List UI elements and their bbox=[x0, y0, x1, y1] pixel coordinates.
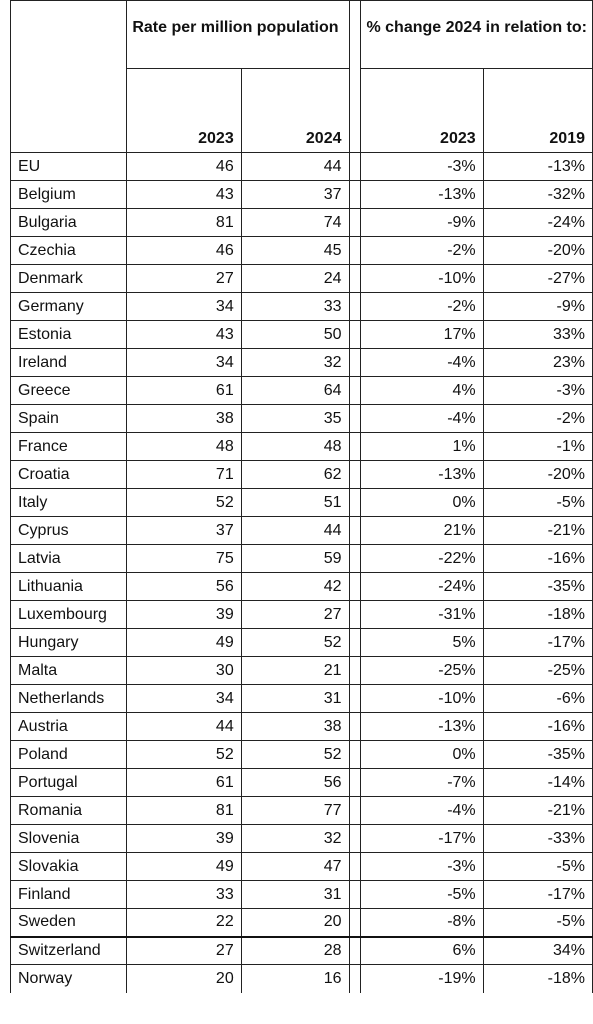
table-row bbox=[11, 153, 593, 181]
row-rate-2023: 52 bbox=[127, 741, 241, 769]
row-change-2023: -9% bbox=[361, 209, 483, 237]
row-rate-2023: 43 bbox=[127, 181, 241, 209]
row-rate-2024: 62 bbox=[241, 461, 349, 489]
row-change-2019: -20% bbox=[483, 237, 592, 265]
row-gap bbox=[349, 881, 361, 909]
table-body bbox=[11, 153, 593, 993]
table-row bbox=[11, 209, 593, 237]
table-row bbox=[11, 181, 593, 209]
row-rate-2023: 71 bbox=[127, 461, 241, 489]
row-gap bbox=[349, 293, 361, 321]
table-row bbox=[11, 685, 593, 713]
table-row bbox=[11, 405, 593, 433]
table-row bbox=[11, 237, 593, 265]
row-change-2023: -13% bbox=[361, 713, 483, 741]
row-rate-2024: 38 bbox=[241, 713, 349, 741]
header-rate-2024: 2024 bbox=[241, 69, 349, 153]
row-rate-2023: 49 bbox=[127, 853, 241, 881]
row-country: Finland bbox=[11, 881, 127, 909]
row-change-2023: -3% bbox=[361, 853, 483, 881]
row-country: Austria bbox=[11, 713, 127, 741]
row-gap bbox=[349, 377, 361, 405]
row-country: Latvia bbox=[11, 545, 127, 573]
row-country: Czechia bbox=[11, 237, 127, 265]
row-country: Portugal bbox=[11, 769, 127, 797]
row-rate-2024: 64 bbox=[241, 377, 349, 405]
row-rate-2024: 31 bbox=[241, 881, 349, 909]
row-gap bbox=[349, 181, 361, 209]
row-gap bbox=[349, 209, 361, 237]
table-row bbox=[11, 489, 593, 517]
row-change-2019: -3% bbox=[483, 377, 592, 405]
rates-table bbox=[10, 0, 593, 993]
table-row bbox=[11, 629, 593, 657]
row-country: Cyprus bbox=[11, 517, 127, 545]
row-change-2023: 17% bbox=[361, 321, 483, 349]
row-gap bbox=[349, 433, 361, 461]
row-rate-2024: 32 bbox=[241, 825, 349, 853]
row-rate-2023: 27 bbox=[127, 937, 241, 965]
row-rate-2023: 81 bbox=[127, 797, 241, 825]
row-rate-2023: 39 bbox=[127, 601, 241, 629]
row-gap bbox=[349, 349, 361, 377]
row-change-2023: -13% bbox=[361, 461, 483, 489]
row-rate-2024: 52 bbox=[241, 741, 349, 769]
row-change-2023: -22% bbox=[361, 545, 483, 573]
row-rate-2023: 30 bbox=[127, 657, 241, 685]
row-country: Germany bbox=[11, 293, 127, 321]
row-country: Slovakia bbox=[11, 853, 127, 881]
row-change-2023: -31% bbox=[361, 601, 483, 629]
row-country: Estonia bbox=[11, 321, 127, 349]
row-change-2023: 5% bbox=[361, 629, 483, 657]
table-row bbox=[11, 657, 593, 685]
row-country: Sweden bbox=[11, 909, 127, 937]
row-change-2023: 6% bbox=[361, 937, 483, 965]
table-row bbox=[11, 461, 593, 489]
row-country: Belgium bbox=[11, 181, 127, 209]
row-rate-2024: 45 bbox=[241, 237, 349, 265]
row-rate-2023: 34 bbox=[127, 685, 241, 713]
row-country: Croatia bbox=[11, 461, 127, 489]
header-rate-2023: 2023 bbox=[127, 69, 241, 153]
row-country: EU bbox=[11, 153, 127, 181]
row-rate-2023: 44 bbox=[127, 713, 241, 741]
row-change-2019: -5% bbox=[483, 489, 592, 517]
row-rate-2023: 52 bbox=[127, 489, 241, 517]
header-country-blank-lower bbox=[11, 69, 127, 153]
row-change-2023: 0% bbox=[361, 741, 483, 769]
row-change-2019: -5% bbox=[483, 853, 592, 881]
row-gap bbox=[349, 573, 361, 601]
row-country: Bulgaria bbox=[11, 209, 127, 237]
row-country: Luxembourg bbox=[11, 601, 127, 629]
table-row bbox=[11, 909, 593, 937]
row-rate-2024: 20 bbox=[241, 909, 349, 937]
row-gap bbox=[349, 657, 361, 685]
row-change-2023: -25% bbox=[361, 657, 483, 685]
row-rate-2023: 61 bbox=[127, 377, 241, 405]
header-change-2023: 2023 bbox=[361, 69, 483, 153]
row-change-2019: -32% bbox=[483, 181, 592, 209]
row-change-2023: -13% bbox=[361, 181, 483, 209]
row-gap bbox=[349, 517, 361, 545]
row-gap bbox=[349, 741, 361, 769]
row-gap bbox=[349, 629, 361, 657]
table-row bbox=[11, 965, 593, 993]
row-rate-2024: 47 bbox=[241, 853, 349, 881]
table-row bbox=[11, 825, 593, 853]
row-change-2019: -6% bbox=[483, 685, 592, 713]
row-rate-2023: 81 bbox=[127, 209, 241, 237]
row-gap bbox=[349, 713, 361, 741]
row-change-2019: -18% bbox=[483, 965, 592, 993]
row-rate-2024: 21 bbox=[241, 657, 349, 685]
row-change-2019: -25% bbox=[483, 657, 592, 685]
table-row bbox=[11, 321, 593, 349]
table-row bbox=[11, 769, 593, 797]
table-row bbox=[11, 545, 593, 573]
row-gap bbox=[349, 489, 361, 517]
table-row bbox=[11, 601, 593, 629]
row-rate-2024: 35 bbox=[241, 405, 349, 433]
row-gap bbox=[349, 909, 361, 937]
row-rate-2024: 28 bbox=[241, 937, 349, 965]
header-rate-group: Rate per million population bbox=[127, 1, 349, 69]
row-country: Netherlands bbox=[11, 685, 127, 713]
row-change-2019: 23% bbox=[483, 349, 592, 377]
header-change-2019: 2019 bbox=[483, 69, 592, 153]
row-rate-2024: 16 bbox=[241, 965, 349, 993]
row-change-2019: -21% bbox=[483, 797, 592, 825]
row-rate-2023: 56 bbox=[127, 573, 241, 601]
row-rate-2024: 74 bbox=[241, 209, 349, 237]
row-change-2019: -33% bbox=[483, 825, 592, 853]
row-gap bbox=[349, 825, 361, 853]
row-change-2023: -3% bbox=[361, 153, 483, 181]
row-country: Italy bbox=[11, 489, 127, 517]
row-change-2023: -10% bbox=[361, 265, 483, 293]
row-rate-2024: 42 bbox=[241, 573, 349, 601]
table-row bbox=[11, 265, 593, 293]
row-change-2023: -4% bbox=[361, 405, 483, 433]
row-country: Spain bbox=[11, 405, 127, 433]
row-rate-2024: 44 bbox=[241, 517, 349, 545]
row-gap bbox=[349, 237, 361, 265]
row-rate-2023: 37 bbox=[127, 517, 241, 545]
row-rate-2024: 33 bbox=[241, 293, 349, 321]
row-change-2023: -4% bbox=[361, 797, 483, 825]
row-rate-2024: 59 bbox=[241, 545, 349, 573]
row-change-2023: -2% bbox=[361, 237, 483, 265]
row-change-2019: 33% bbox=[483, 321, 592, 349]
row-rate-2023: 20 bbox=[127, 965, 241, 993]
row-change-2023: -2% bbox=[361, 293, 483, 321]
row-change-2019: -17% bbox=[483, 881, 592, 909]
row-change-2023: 0% bbox=[361, 489, 483, 517]
row-change-2019: -27% bbox=[483, 265, 592, 293]
table-row bbox=[11, 797, 593, 825]
row-gap bbox=[349, 853, 361, 881]
row-rate-2023: 38 bbox=[127, 405, 241, 433]
row-country: Lithuania bbox=[11, 573, 127, 601]
row-change-2019: -18% bbox=[483, 601, 592, 629]
row-rate-2023: 43 bbox=[127, 321, 241, 349]
header-gap-blank bbox=[349, 1, 361, 69]
row-change-2019: -13% bbox=[483, 153, 592, 181]
row-rate-2024: 51 bbox=[241, 489, 349, 517]
row-change-2019: -16% bbox=[483, 713, 592, 741]
row-change-2023: -19% bbox=[361, 965, 483, 993]
row-rate-2024: 27 bbox=[241, 601, 349, 629]
row-rate-2023: 46 bbox=[127, 153, 241, 181]
row-rate-2024: 37 bbox=[241, 181, 349, 209]
table-row bbox=[11, 713, 593, 741]
row-gap bbox=[349, 965, 361, 993]
row-gap bbox=[349, 545, 361, 573]
row-rate-2023: 34 bbox=[127, 349, 241, 377]
row-change-2019: -2% bbox=[483, 405, 592, 433]
row-gap bbox=[349, 601, 361, 629]
row-gap bbox=[349, 461, 361, 489]
row-gap bbox=[349, 797, 361, 825]
table-row bbox=[11, 881, 593, 909]
table-row bbox=[11, 293, 593, 321]
row-gap bbox=[349, 153, 361, 181]
row-change-2023: 1% bbox=[361, 433, 483, 461]
row-change-2019: -35% bbox=[483, 741, 592, 769]
row-country: Norway bbox=[11, 965, 127, 993]
row-country: Malta bbox=[11, 657, 127, 685]
row-change-2023: 4% bbox=[361, 377, 483, 405]
table-row bbox=[11, 377, 593, 405]
row-change-2019: -20% bbox=[483, 461, 592, 489]
row-country: Slovenia bbox=[11, 825, 127, 853]
table-row bbox=[11, 517, 593, 545]
table-row bbox=[11, 349, 593, 377]
row-rate-2024: 24 bbox=[241, 265, 349, 293]
row-change-2023: -10% bbox=[361, 685, 483, 713]
row-change-2023: -17% bbox=[361, 825, 483, 853]
row-rate-2023: 48 bbox=[127, 433, 241, 461]
header-row-groups bbox=[11, 1, 593, 69]
row-rate-2024: 31 bbox=[241, 685, 349, 713]
row-change-2023: -24% bbox=[361, 573, 483, 601]
header-country-blank bbox=[11, 1, 127, 69]
row-country: France bbox=[11, 433, 127, 461]
row-rate-2023: 22 bbox=[127, 909, 241, 937]
row-rate-2024: 52 bbox=[241, 629, 349, 657]
row-change-2023: -8% bbox=[361, 909, 483, 937]
table-row bbox=[11, 433, 593, 461]
row-gap bbox=[349, 405, 361, 433]
row-gap bbox=[349, 769, 361, 797]
header-gap-blank-lower bbox=[349, 69, 361, 153]
row-rate-2023: 49 bbox=[127, 629, 241, 657]
row-change-2023: -7% bbox=[361, 769, 483, 797]
table-row bbox=[11, 853, 593, 881]
row-change-2019: -16% bbox=[483, 545, 592, 573]
row-change-2023: 21% bbox=[361, 517, 483, 545]
row-rate-2023: 33 bbox=[127, 881, 241, 909]
row-country: Ireland bbox=[11, 349, 127, 377]
row-country: Poland bbox=[11, 741, 127, 769]
row-rate-2024: 77 bbox=[241, 797, 349, 825]
row-rate-2024: 56 bbox=[241, 769, 349, 797]
row-rate-2024: 50 bbox=[241, 321, 349, 349]
row-country: Greece bbox=[11, 377, 127, 405]
header-change-group: % change 2024 in relation to: bbox=[361, 1, 593, 69]
row-change-2019: -17% bbox=[483, 629, 592, 657]
row-change-2019: -21% bbox=[483, 517, 592, 545]
row-change-2019: -1% bbox=[483, 433, 592, 461]
row-rate-2024: 32 bbox=[241, 349, 349, 377]
row-change-2019: 34% bbox=[483, 937, 592, 965]
row-rate-2024: 48 bbox=[241, 433, 349, 461]
row-gap bbox=[349, 321, 361, 349]
row-change-2019: -14% bbox=[483, 769, 592, 797]
table-row bbox=[11, 937, 593, 965]
row-rate-2023: 34 bbox=[127, 293, 241, 321]
table-row bbox=[11, 741, 593, 769]
row-country: Romania bbox=[11, 797, 127, 825]
row-change-2023: -5% bbox=[361, 881, 483, 909]
row-rate-2023: 46 bbox=[127, 237, 241, 265]
row-change-2023: -4% bbox=[361, 349, 483, 377]
row-country: Hungary bbox=[11, 629, 127, 657]
row-gap bbox=[349, 937, 361, 965]
row-country: Switzerland bbox=[11, 937, 127, 965]
table-row bbox=[11, 573, 593, 601]
row-rate-2023: 75 bbox=[127, 545, 241, 573]
row-rate-2024: 44 bbox=[241, 153, 349, 181]
row-change-2019: -24% bbox=[483, 209, 592, 237]
row-country: Denmark bbox=[11, 265, 127, 293]
row-change-2019: -5% bbox=[483, 909, 592, 937]
row-rate-2023: 27 bbox=[127, 265, 241, 293]
header-row-years bbox=[11, 69, 593, 153]
row-rate-2023: 61 bbox=[127, 769, 241, 797]
row-gap bbox=[349, 265, 361, 293]
row-gap bbox=[349, 685, 361, 713]
row-rate-2023: 39 bbox=[127, 825, 241, 853]
row-change-2019: -9% bbox=[483, 293, 592, 321]
row-change-2019: -35% bbox=[483, 573, 592, 601]
